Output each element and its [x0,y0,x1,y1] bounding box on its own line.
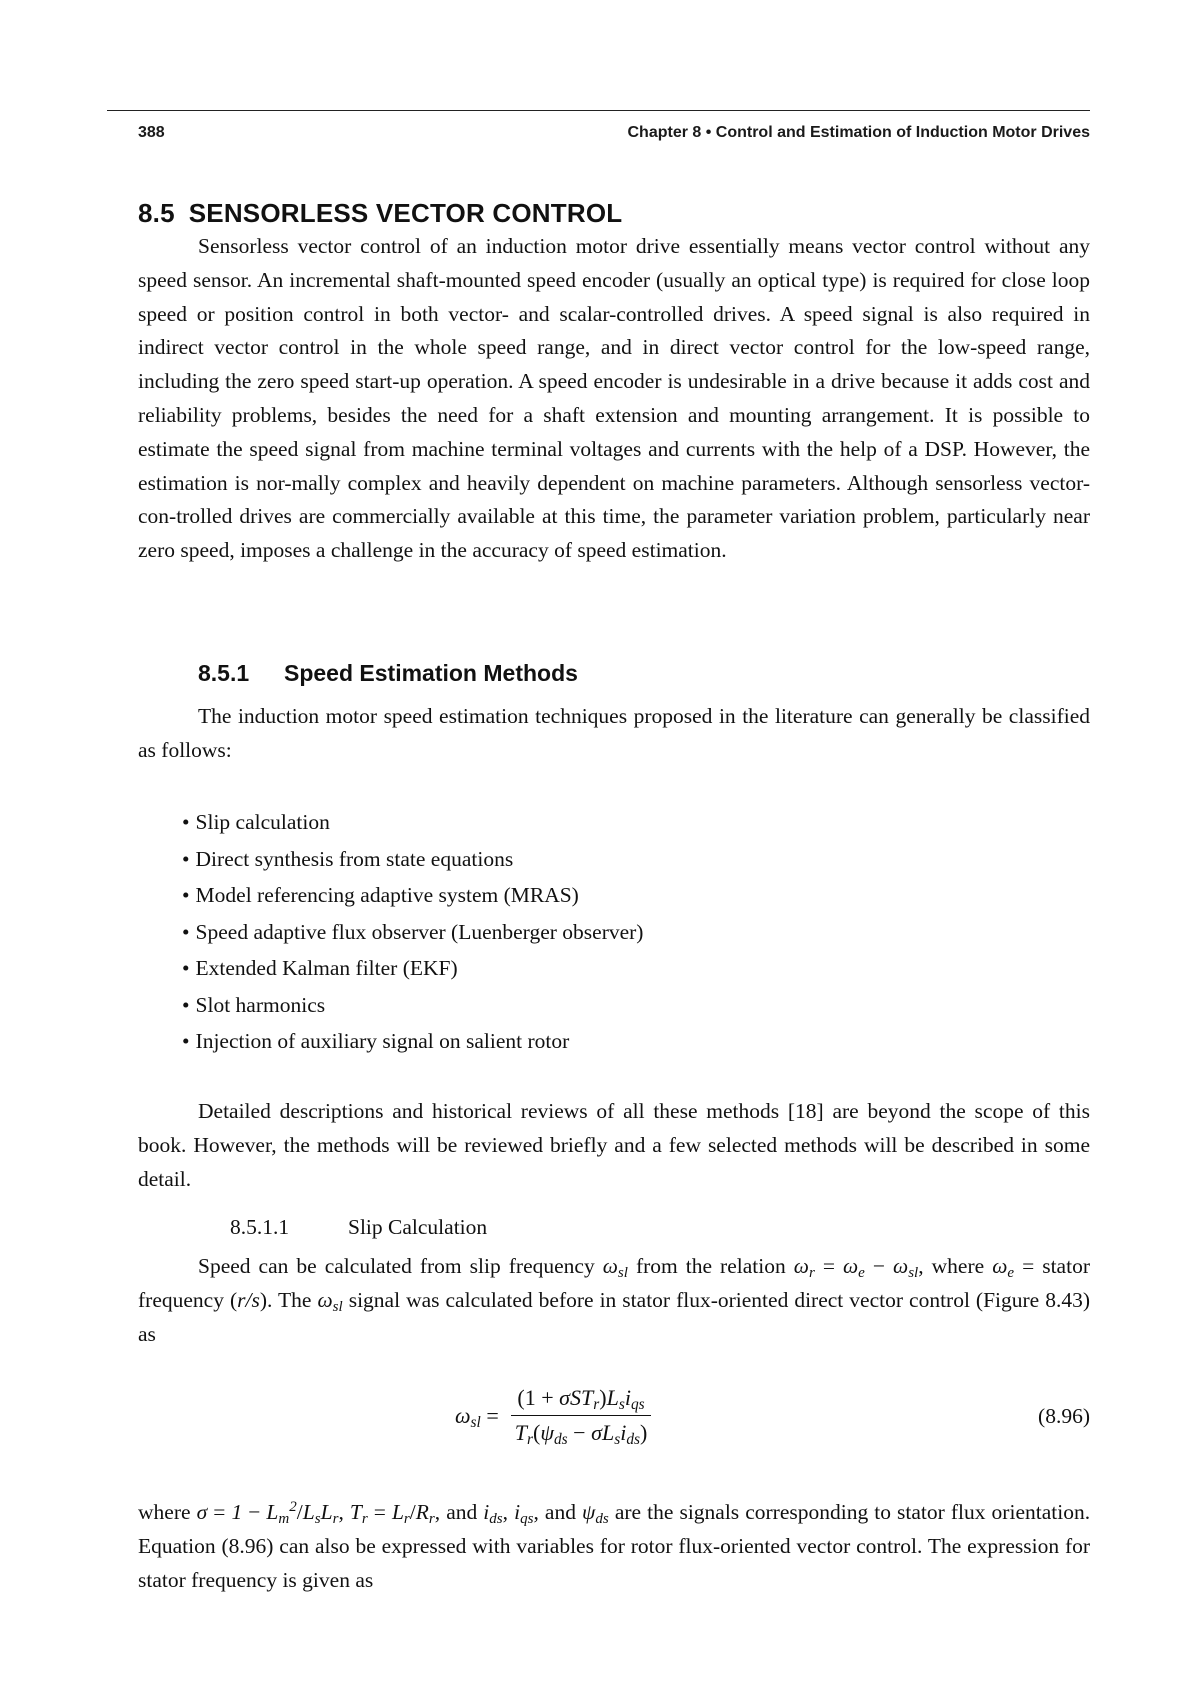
subsection-title: Speed Estimation Methods [284,660,578,686]
list-item: • Speed adaptive flux observer (Luenberger observer) [182,914,643,951]
equation-8-96 [455,1385,653,1446]
slip-text: = stator frequency ( [138,1254,1090,1312]
section-number: 8.5 [138,198,175,228]
after-eq-text: where [138,1500,191,1524]
intro-line: encoder is undesirable in a drive because it adds cost and reliability problems, besides the need [138,369,1091,427]
page-number: 388 [138,124,165,141]
slip-text: where [931,1254,985,1278]
header-rule [107,110,1090,111]
equation-lhs: $\omega_{sl}$ = [455,1402,499,1431]
intro-line: vector control for the low-speed range, including the zero speed start-up operation. A speed [138,335,1090,394]
after-equation-paragraph: where $\sigma = 1 - L_m^2/L_sL_r$, $T_r = L_r/R_r$, and $i_{ds}$, $i_{qs}$, and $\psi_{ds}$ are the signals corresponding to stator flux orientation. Equation (8.96) can also be expressed with variables for rotor flux-oriented vector control. The expression for stator frequency is given as [138,1499,1091,1592]
subsubsection-heading [230,1215,487,1240]
classification-line: be classified as follows: [138,704,1090,762]
review-line: Detailed descriptions and historical reviews of all these methods [18] are beyond the scope [198,1099,1024,1123]
intro-paragraph [138,230,1090,568]
list-item: • Injection of auxiliary signal on salient rotor [182,1023,643,1060]
subsubsection-title: Slip Calculation [348,1215,488,1239]
review-paragraph [138,1095,1090,1196]
slip-text: ). The [259,1287,312,1312]
intro-line: without any speed sensor. An incremental shaft-mounted speed encoder (usually an optical type) [138,234,1090,292]
intro-line: speed signal is also required in indirect vector control in the whole speed range, and in direct [138,301,1090,360]
slip-text: Speed can be calculated from slip frequency [198,1254,595,1278]
subsubsection-number: 8.5.1.1 [230,1215,290,1239]
intro-line: particularly near zero speed, imposes a challenge in the accuracy of speed estimation. [138,504,1090,563]
slip-text: from the relation [635,1254,786,1278]
list-item: • Direct synthesis from state equations [182,841,643,878]
methods-list [182,804,643,1060]
equation-denominator: $T_r(\psi_{ds} - \sigma L_si_{ds})$ [514,1420,648,1448]
after-eq-text: and [544,1500,576,1524]
section-heading [138,198,622,229]
slip-text: signal was calculated before in stator flux-oriented direct [348,1287,844,1312]
list-item: • Model referencing adaptive system (MRAS) [182,877,643,914]
review-line: of this book. However, the methods will be reviewed briefly and a few selected methods will be [138,1099,1090,1157]
list-item: • Slot harmonics [182,987,643,1024]
intro-line: trolled drives are commercially available at this time, the parameter variation problem, [176,504,940,529]
equation-numerator: $(1 + \sigma ST_r)L_si_{qs}$ [511,1385,650,1416]
slip-paragraph: Speed can be calculated from slip frequency $\omega_{sl}$ from the relation $\omega_r = \omega_e - \omega_{sl}$, where $\omega_e$ = stator frequency (r/s). The $\omega_{sl}$ signal was calculated before in stator flux-oriented direct vector control (Figure 8.43) as [138,1254,1091,1346]
intro-line: Sensorless vector control of an induction motor drive essentially means vector control [198,234,976,258]
after-eq-text: flux orientation. Equation (8.96) can also be expressed with variables for rotor flux-oriented [138,1500,1091,1558]
equation-fraction [509,1385,654,1446]
classification-line: The induction motor speed estimation techniques proposed in the literature can generally [198,704,976,728]
intro-line: is required for close loop speed or position control in both vector- and scalar-controlled drives. A [138,267,1091,326]
after-eq-text: vector control. The expression for stator frequency is given as [138,1533,1091,1592]
section-title: SENSORLESS VECTOR CONTROL [188,198,623,228]
equation-number: (8.96) [1038,1404,1090,1428]
review-line: described in some detail. [138,1132,1090,1191]
list-item: • Slip calculation [182,804,643,841]
slip-text: vector control (Figure 8.43) as [138,1287,1091,1346]
intro-line: machine terminal voltages and currents with the help of a DSP. However, the estimation is nor- [138,436,1091,495]
after-eq-text: and [446,1500,478,1524]
running-title: Chapter 8 • Control and Estimation of Induction Motor Drives [627,124,1090,141]
subsection-number: 8.5.1 [198,660,250,686]
list-item: • Extended Kalman filter (EKF) [182,950,643,987]
intro-line: for a shaft extension and mounting arrangement. It is possible to estimate the speed signal from [138,402,1091,461]
classification-paragraph [138,700,1090,768]
intro-line: mally complex and heavily dependent on machine parameters. Although sensorless vector-con- [138,470,1090,529]
after-eq-text: are the signals corresponding to stator [614,1500,945,1524]
subsection-heading [198,660,578,687]
